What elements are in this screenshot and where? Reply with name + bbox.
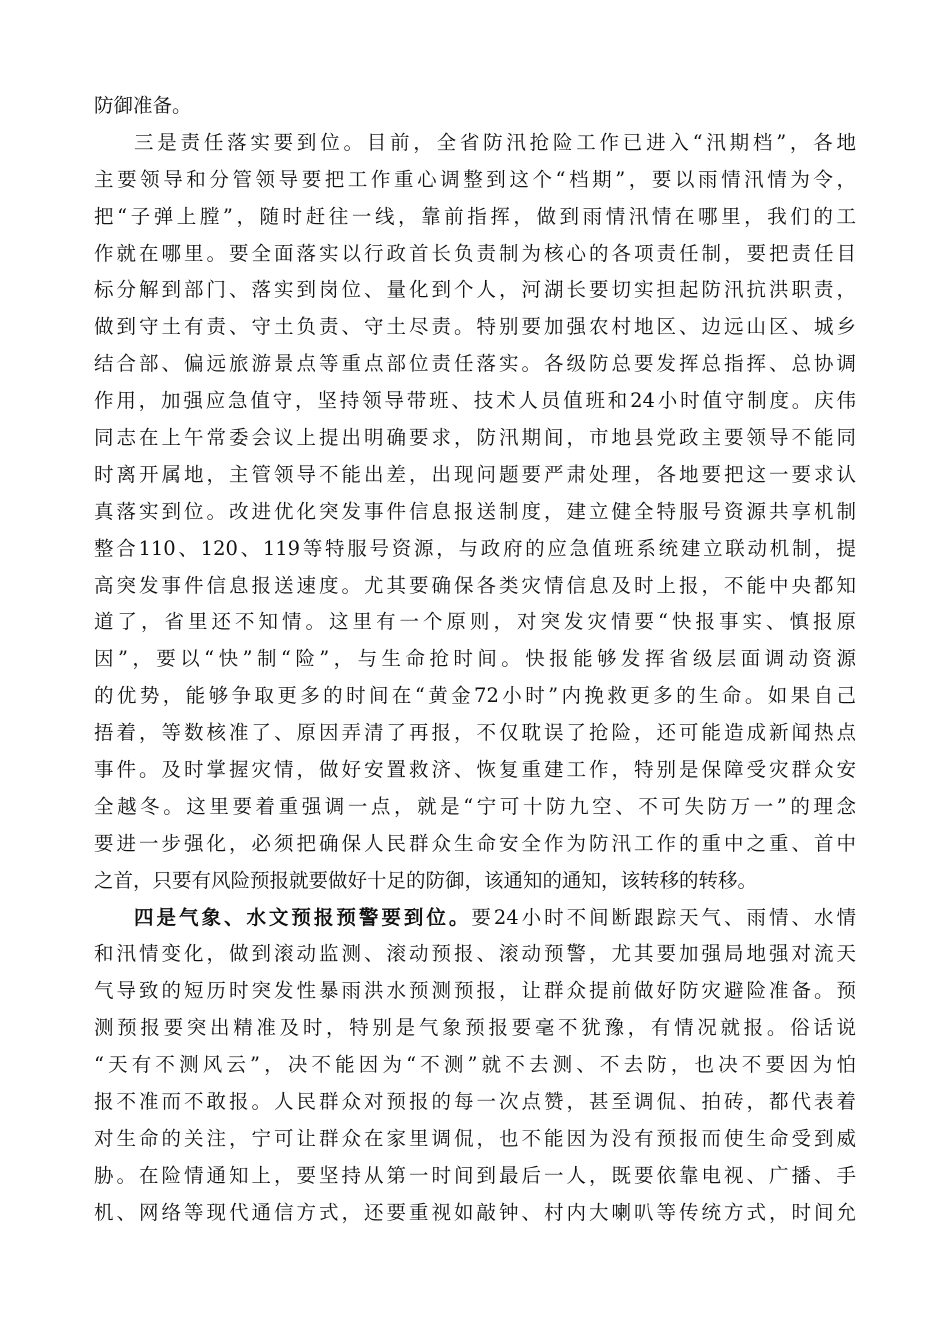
text-line: 真落实到位。改进优化突发事件信息报送制度，建立健全特服号资源共享机制 — [94, 499, 856, 523]
section-heading: 四是气象、水文预报预警要到位。 — [134, 905, 472, 929]
text-line: 之首，只要有风险预报就要做好十足的防御，该通知的通知，该转移的转移。 — [94, 868, 758, 892]
text-line: 和汛情变化，做到滚动监测、滚动预报、滚动预警，尤其要加强局地强对流天 — [94, 942, 856, 966]
text-line: 整合110、120、119等特服号资源，与政府的应急值班系统建立联动机制，提 — [94, 536, 856, 560]
heading-line-text: 要24小时不间断跟踪天气、雨情、水情 — [471, 905, 856, 929]
text-line: 时离开属地，主管领导不能出差，出现问题要严肃处理，各地要把这一要求认 — [94, 462, 856, 486]
text-line: 全越冬。这里要着重强调一点，就是“宁可十防九空、不可失防万一”的理念 — [94, 794, 856, 818]
text-line: 捂着，等数核准了、原因弄清了再报，不仅耽误了抢险，还可能造成新闻热点 — [94, 721, 856, 745]
text-line: 做到守土有责、守土负责、守土尽责。特别要加强农村地区、边远山区、城乡 — [94, 315, 856, 339]
text-line: 主要领导和分管领导要把工作重心调整到这个“档期”，要以雨情汛情为令， — [94, 167, 856, 191]
text-line: 机、网络等现代通信方式，还要重视如敲钟、村内大喇叭等传统方式，时间允 — [94, 1200, 856, 1224]
text-line: 同志在上午常委会议上提出明确要求，防汛期间，市地县党政主要领导不能同 — [94, 426, 856, 450]
text-line: 防御准备。 — [94, 94, 192, 117]
text-line: 测预报要突出精准及时，特别是气象预报要毫不犹豫，有情况就报。俗话说 — [94, 1016, 856, 1040]
text-line: 把“子弹上膛”，随时赶往一线，靠前指挥，做到雨情汛情在哪里，我们的工 — [94, 204, 856, 228]
paragraph-start-line: 三是责任落实要到位。目前，全省防汛抢险工作已进入“汛期档”，各地 — [134, 130, 856, 154]
text-line: 结合部、偏远旅游景点等重点部位责任落实。各级防总要发挥总指挥、总协调 — [94, 352, 856, 376]
text-line: 高突发事件信息报送速度。尤其要确保各类灾情信息及时上报，不能中央都知 — [94, 573, 856, 597]
text-line: 的优势，能够争取更多的时间在“黄金72小时”内挽救更多的生命。如果自己 — [94, 684, 856, 708]
text-line: 道了，省里还不知情。这里有一个原则，对突发灾情要“快报事实、慎报原 — [94, 610, 856, 634]
text-line: 事件。及时掌握灾情，做好安置救济、恢复重建工作，特别是保障受灾群众安 — [94, 758, 856, 782]
text-line: 胁。在险情通知上，要坚持从第一时间到最后一人，既要依靠电视、广播、手 — [94, 1163, 856, 1187]
text-line: 对生命的关注，宁可让群众在家里调侃，也不能因为没有预报而使生命受到威 — [94, 1126, 856, 1150]
document-body — [94, 88, 856, 1232]
text-line: “天有不测风云”，决不能因为“不测”就不去测、不去防，也决不要因为怕 — [94, 1053, 856, 1077]
text-line: 作就在哪里。要全面落实以行政首长负责制为核心的各项责任制，要把责任目 — [94, 241, 856, 265]
text-line: 报不准而不敢报。人民群众对预报的每一次点赞，甚至调侃、拍砖，都代表着 — [94, 1090, 856, 1114]
paragraph-start-line — [94, 900, 856, 937]
text-line: 因”，要以“快”制“险”，与生命抢时间。快报能够发挥省级层面调动资源 — [94, 647, 856, 671]
text-line: 气导致的短历时突发性暴雨洪水预测预报，让群众提前做好防灾避险准备。预 — [94, 979, 856, 1003]
text-line: 要进一步强化，必须把确保人民群众生命安全作为防汛工作的重中之重、首中 — [94, 831, 856, 855]
text-line: 标分解到部门、落实到岗位、量化到个人，河湖长要切实担起防汛抗洪职责， — [94, 278, 856, 302]
text-line: 作用，加强应急值守，坚持领导带班、技术人员值班和24小时值守制度。庆伟 — [94, 389, 856, 413]
